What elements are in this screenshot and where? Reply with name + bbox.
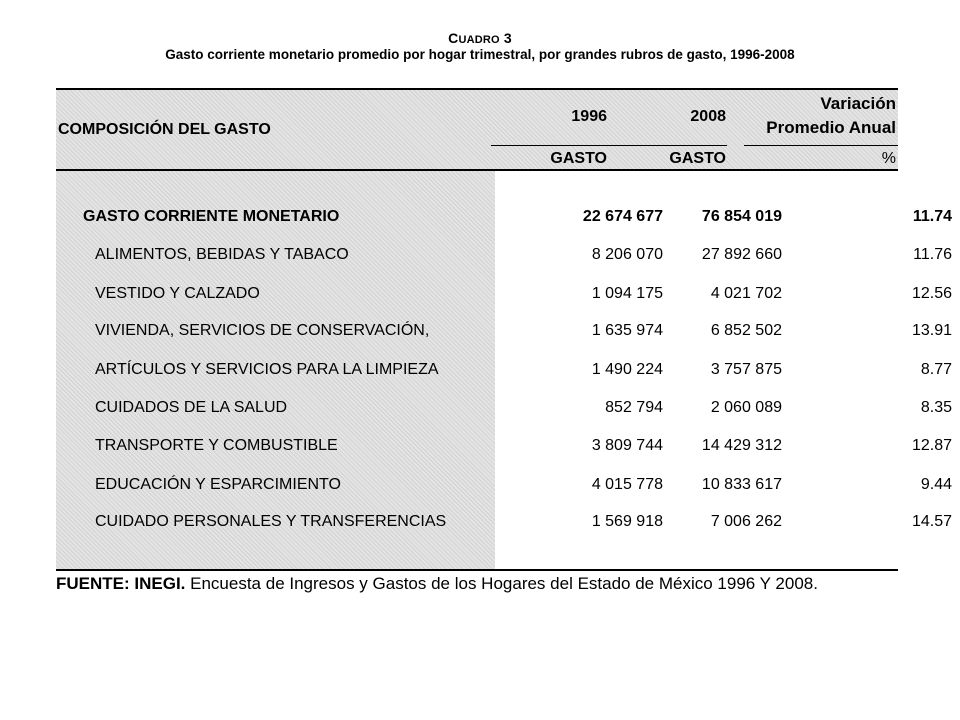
table-title: Gasto corriente monetario promedio por hogar trimestral, por grandes rubros de gasto, 1996-2008 [165, 47, 795, 62]
row-label: VESTIDO Y CALZADO [95, 285, 260, 302]
header-subrule-left [491, 145, 727, 146]
row-variation: 8.35 [920, 399, 952, 416]
header-percent: % [881, 150, 896, 167]
table-row [56, 285, 952, 305]
row-value-2008: 3 757 875 [710, 361, 782, 378]
row-value-2008: 27 892 660 [701, 246, 782, 263]
row-value-1996: 4 015 778 [591, 476, 663, 493]
table-row [56, 513, 952, 533]
header-bottom-rule [56, 169, 898, 171]
row-value-1996: 22 674 677 [582, 208, 663, 225]
table-number-word: UADRO [458, 34, 500, 46]
table-bottom-rule [56, 569, 898, 571]
source-label: FUENTE: INEGI. [56, 574, 186, 593]
header-composition: COMPOSICIÓN DEL GASTO [58, 121, 271, 138]
table-row [56, 437, 952, 457]
table-row [56, 246, 952, 266]
row-value-2008: 2 060 089 [710, 399, 782, 416]
row-variation: 14.57 [911, 513, 952, 530]
row-value-1996: 1 094 175 [591, 285, 663, 302]
source-text: Encuesta de Ingresos y Gastos de los Hogares del Estado de México 1996 Y 2008. [185, 574, 818, 593]
row-label: GASTO CORRIENTE MONETARIO [83, 208, 340, 225]
table-top-rule [56, 88, 898, 90]
row-variation: 9.44 [920, 476, 952, 493]
row-variation: 12.56 [911, 285, 952, 302]
header-year-1996: 1996 [571, 108, 607, 125]
row-value-1996: 1 490 224 [591, 361, 663, 378]
table-number-value: 3 [503, 30, 512, 46]
table-row [56, 208, 952, 228]
row-variation: 11.74 [912, 208, 952, 225]
row-value-2008: 7 006 262 [710, 513, 782, 530]
header-gasto-1996: GASTO [550, 150, 607, 167]
table-row [56, 361, 952, 381]
header-variation-line2: Promedio Anual [766, 118, 896, 137]
table-number-initial: C [448, 30, 459, 46]
row-value-1996: 8 206 070 [591, 246, 663, 263]
row-label: CUIDADOS DE LA SALUD [95, 399, 288, 416]
row-label: CUIDADO PERSONALES Y TRANSFERENCIAS [95, 513, 447, 530]
table-row [56, 476, 952, 496]
header-subrule-right [744, 145, 898, 146]
row-value-2008: 4 021 702 [710, 285, 782, 302]
row-variation: 8.77 [920, 361, 952, 378]
row-value-2008: 6 852 502 [710, 322, 782, 339]
header-variation-line1: Variación [820, 94, 896, 113]
row-variation: 13.91 [911, 322, 952, 339]
row-value-1996: 3 809 744 [591, 437, 663, 454]
row-variation: 11.76 [913, 246, 952, 263]
row-label: TRANSPORTE Y COMBUSTIBLE [95, 437, 338, 454]
row-value-2008: 14 429 312 [701, 437, 782, 454]
table-row [56, 322, 952, 342]
header-year-2008: 2008 [690, 108, 726, 125]
row-label: ALIMENTOS, BEBIDAS Y TABACO [95, 246, 349, 263]
row-label: EDUCACIÓN Y ESPARCIMIENTO [95, 476, 341, 493]
table-number [0, 30, 960, 46]
row-value-1996: 1 569 918 [591, 513, 663, 530]
table-row [56, 399, 952, 419]
row-value-2008: 10 833 617 [701, 476, 782, 493]
row-label: ARTÍCULOS Y SERVICIOS PARA LA LIMPIEZA [95, 361, 439, 378]
source-note [56, 574, 818, 594]
row-variation: 12.87 [911, 437, 952, 454]
row-value-1996: 852 794 [605, 399, 663, 416]
row-value-2008: 76 854 019 [701, 208, 782, 225]
row-label: VIVIENDA, SERVICIOS DE CONSERVACIÓN, [95, 322, 430, 339]
header-gasto-2008: GASTO [669, 150, 726, 167]
row-value-1996: 1 635 974 [591, 322, 663, 339]
